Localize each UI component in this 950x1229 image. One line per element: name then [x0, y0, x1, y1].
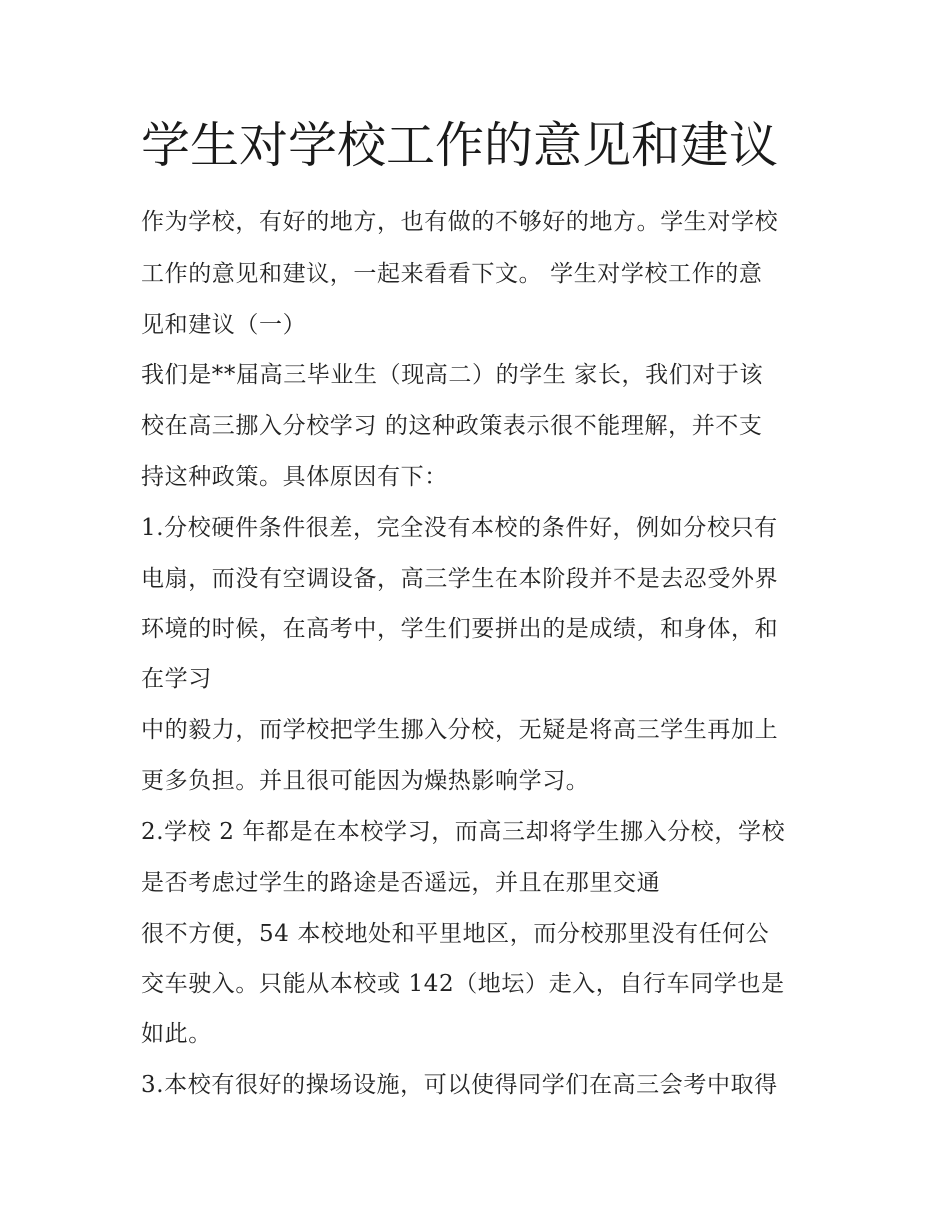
paragraph-line: 1.分校硬件条件很差，完全没有本校的条件好，例如分校只有: [141, 515, 778, 541]
paragraph-line: 更多负担。并且很可能因为燥热影响学习。: [141, 768, 590, 794]
paragraph-line: 2.学校 2 年都是在本校学习，而高三却将学生挪入分校，学校: [141, 819, 786, 845]
paragraph-line: 如此。: [141, 1021, 212, 1047]
document-title: 学生对学校工作的意见和建议: [141, 117, 779, 174]
paragraph-line: 在学习: [141, 666, 212, 692]
paragraph-line: 持这种政策。具体原因有下：: [141, 464, 448, 490]
paragraph-line: 作为学校，有好的地方，也有做的不够好的地方。学生对学校: [141, 209, 779, 235]
paragraph-line: 交车驶入。只能从本校或 142（地坛）走入，自行车同学也是: [141, 971, 785, 997]
paragraph-line: 很不方便，54 本校地处和平里地区，而分校那里没有任何公: [141, 921, 770, 947]
paragraph-line: 工作的意见和建议，一起来看看下文。 学生对学校工作的意: [141, 261, 763, 287]
paragraph-line: 校在高三挪入分校学习 的这种政策表示很不能理解，并不支: [141, 413, 763, 439]
paragraph-line: 环境的时候，在高考中，学生们要拼出的是成绩，和身体，和: [141, 616, 779, 642]
paragraph-line: 见和建议（一）: [141, 312, 307, 338]
paragraph-line: 是否考虑过学生的路途是否遥远，并且在那里交通: [141, 870, 661, 896]
paragraph-line: 3.本校有很好的操场设施，可以使得同学们在高三会考中取得: [141, 1072, 778, 1098]
paragraph-line: 我们是**届高三毕业生（现高二）的学生 家长，我们对于该: [141, 362, 764, 388]
paragraph-line: 电扇，而没有空调设备，高三学生在本阶段并不是去忍受外界: [141, 566, 779, 592]
paragraph-line: 中的毅力，而学校把学生挪入分校，无疑是将高三学生再加上: [141, 717, 779, 743]
